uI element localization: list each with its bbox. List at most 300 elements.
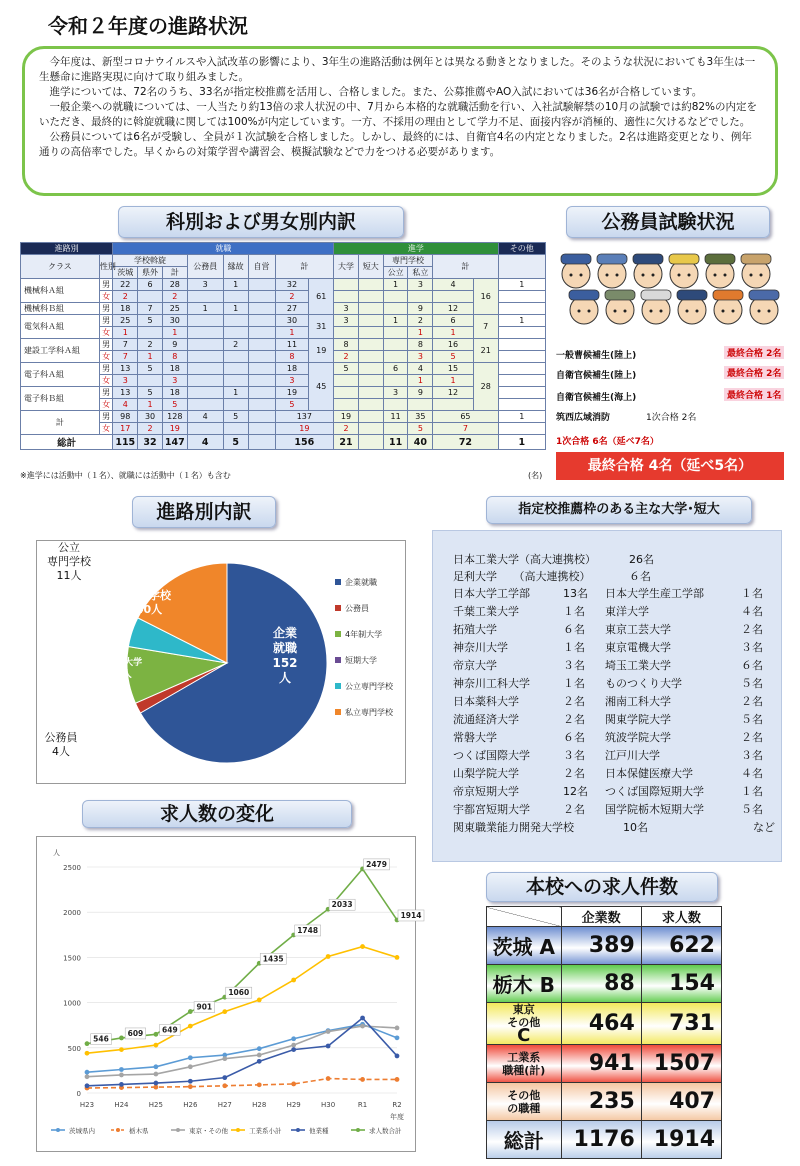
series-point (257, 1053, 262, 1058)
y-tick-label: 0 (76, 1090, 81, 1098)
table-cell (223, 315, 248, 327)
officer-hat (713, 290, 743, 300)
request-row (487, 965, 722, 1003)
request-row (487, 1045, 722, 1083)
header-school-referral: 学校斡旋 (113, 255, 187, 267)
table-cell (138, 375, 163, 387)
series-point (85, 1074, 90, 1079)
series-point (85, 1083, 90, 1088)
table-cell: 30 (275, 315, 309, 327)
y-tick-label: 2500 (63, 864, 81, 872)
table-cell: 男 (99, 339, 113, 351)
data-label: 901 (196, 1002, 213, 1012)
legend-marker (176, 1128, 180, 1132)
page-title: 令和２年度の進路状況 (48, 14, 248, 38)
x-tick-label: H25 (148, 1101, 163, 1109)
university-count: 13名 (563, 587, 588, 600)
table-row (21, 351, 546, 363)
series-point (395, 1054, 400, 1059)
y-tick-label: 2000 (63, 909, 81, 918)
series-point (188, 1009, 193, 1014)
table-cell: 6 (138, 279, 163, 291)
university-count: ２名 (563, 803, 585, 816)
x-tick-label: H28 (252, 1101, 267, 1109)
request-row (487, 1083, 722, 1121)
x-tick-label: H29 (286, 1101, 301, 1109)
table-cell: 8 (334, 339, 359, 351)
header-univ: 大学 (334, 255, 359, 279)
table-cell (358, 387, 383, 399)
table-cell (334, 279, 359, 291)
table-cell: 16 (433, 339, 474, 351)
officer-eye (660, 310, 663, 313)
request-region-label (487, 1003, 562, 1045)
legend-swatch (335, 709, 341, 715)
section-title-class-breakdown: 科別および男女別内訳 (118, 206, 404, 238)
x-tick-label: H23 (79, 1101, 95, 1109)
civil-row-label: 筑西広域消防 (556, 413, 611, 423)
req-header-jobs: 求人数 (641, 907, 721, 927)
series-point (291, 1043, 296, 1048)
series-point (85, 1051, 90, 1056)
sum-label: 計 (21, 411, 100, 435)
table-cell (223, 291, 248, 303)
table-cell: 6 (433, 315, 474, 327)
legend-swatch (335, 605, 341, 611)
section-title-route: 進路別内訳 (132, 496, 276, 528)
series-point (222, 1009, 227, 1014)
university-count: ６名 (741, 659, 763, 672)
header-ibaraki: 茨城 (113, 267, 138, 279)
university-count: １名 (563, 641, 585, 654)
officer-hat (605, 290, 635, 300)
university-name: 埼玉工業大学 (605, 659, 671, 672)
officer-hat (561, 254, 591, 264)
table-cell (187, 387, 223, 399)
series-point (188, 1055, 193, 1060)
table-cell (187, 327, 223, 339)
section-title-school-requests: 本校への求人件数 (486, 872, 718, 902)
header-total: 計 (275, 255, 334, 279)
series-point (395, 1026, 400, 1031)
y-tick-label: 500 (67, 1044, 81, 1053)
series-point (119, 1036, 124, 1041)
table-cell: 22 (113, 279, 138, 291)
table-cell: 28 (473, 363, 498, 411)
table-cell: 27 (275, 303, 309, 315)
university-name: 日本薬科大学 (453, 695, 519, 708)
table-cell (223, 399, 248, 411)
civil-row-label: 自衛官候補生(海上) (556, 393, 637, 403)
table-cell: 25 (113, 315, 138, 327)
request-jobs-value: 154 (641, 965, 721, 1003)
header-private: 私立 (408, 267, 433, 279)
request-region-label: 栃木 B (487, 965, 562, 1003)
header-gender: 性別 (99, 255, 113, 279)
table-cell (187, 315, 223, 327)
table-cell (248, 303, 275, 315)
table-cell: 21 (473, 339, 498, 363)
table-row (21, 399, 546, 411)
table-cell (223, 363, 248, 375)
series-point (153, 1064, 158, 1069)
officer-eye (652, 274, 655, 277)
table-cell: 5 (138, 363, 163, 375)
legend-marker (56, 1128, 60, 1132)
request-label-line: の職種 (507, 1101, 541, 1115)
request-row (487, 1121, 722, 1159)
university-name: 帝京大学 (453, 659, 497, 672)
table-cell: 女 (99, 351, 113, 363)
table-row (21, 327, 546, 339)
series-point (188, 1079, 193, 1084)
legend-label: 求人数合計 (369, 1127, 402, 1135)
officer-eye (732, 310, 735, 313)
pie-label-employ: 企業就職 152 人 (272, 626, 298, 685)
series-point (291, 1036, 296, 1041)
table-cell: 4 (113, 399, 138, 411)
table-cell (358, 327, 383, 339)
class-name-cell: 電子科Ｂ組 (21, 387, 100, 411)
table-cell: 7 (113, 351, 138, 363)
table-cell: 25 (162, 303, 187, 315)
series-point (360, 1024, 365, 1029)
legend-marker (296, 1128, 300, 1132)
req-header-companies: 企業数 (561, 907, 641, 927)
table-cell: 7 (138, 303, 163, 315)
y-axis-label: 人 (53, 849, 60, 857)
legend-marker (236, 1128, 240, 1132)
table-cell (383, 375, 408, 387)
x-tick-label: H27 (217, 1101, 232, 1109)
table-cell (383, 327, 408, 339)
series-point (360, 944, 365, 949)
table-cell (358, 291, 383, 303)
table-cell: 11 (275, 339, 309, 351)
table-unit: (名) (528, 471, 543, 480)
series-point (153, 1072, 158, 1077)
series-point (119, 1082, 124, 1087)
table-cell (187, 351, 223, 363)
officer-eye (570, 274, 573, 277)
table-cell: 1 (223, 303, 248, 315)
legend-label: 4年制大学 (345, 630, 383, 639)
university-name: 日本大学工学部 (453, 587, 530, 600)
legend-label: 公務員 (345, 604, 369, 613)
series-point (257, 1059, 262, 1064)
civil-row-label: 自衛官候補生(陸上) (556, 371, 637, 381)
request-companies-value: 1176 (561, 1121, 641, 1159)
table-cell: 男 (99, 303, 113, 315)
intro-text-box (22, 46, 778, 196)
university-name: 東洋大学 (605, 605, 649, 618)
section-title-job-change: 求人数の変化 (82, 800, 352, 828)
officer-eye (758, 310, 761, 313)
x-tick-label: H24 (114, 1101, 129, 1109)
university-count: ６名 (563, 731, 585, 744)
table-cell: 16 (473, 279, 498, 315)
table-cell (187, 363, 223, 375)
university-count: １名 (741, 785, 763, 798)
university-count: 26名 (629, 553, 654, 566)
table-cell: 13 (113, 363, 138, 375)
pie-label-private_voc: 私立専門学校 40人 (127, 575, 171, 616)
table-cell: 2 (223, 339, 248, 351)
request-label-line: 工業系 (507, 1050, 541, 1064)
series-point (222, 1056, 227, 1061)
legend-label: 工業系小計 (249, 1127, 282, 1135)
officer-eye (760, 274, 763, 277)
table-cell: 18 (113, 303, 138, 315)
university-name: 拓殖大学 (453, 623, 497, 636)
officer-eye (724, 274, 727, 277)
series-point (326, 1029, 331, 1034)
table-cell: 1 (223, 279, 248, 291)
officer-eye (606, 274, 609, 277)
series-point (360, 1016, 365, 1021)
officer-eye (768, 310, 771, 313)
table-cell: 2 (162, 291, 187, 303)
officer-eye (578, 310, 581, 313)
university-name: 東京電機大学 (605, 641, 671, 654)
table-cell (498, 303, 545, 315)
intro-paragraph: 一般企業への就職については、一人当たり約13倍の求人状況の中、7月から本格的な就職活動を行い、入社試験解禁の10月の試験では約82%の内定をいただき、最終的に斡旋就職に関しては100%が内定しています。一方、不採用の理由として学力不足、面接内容が消極的、適性に欠けるなどでした。 (39, 101, 758, 128)
table-cell (498, 375, 545, 387)
table-cell (187, 291, 223, 303)
university-name: 宇都宮短期大学 (453, 803, 530, 816)
table-cell: 9 (408, 303, 433, 315)
table-cell: 1 (383, 279, 408, 291)
officer-eye (650, 310, 653, 313)
request-jobs-value: 1914 (641, 1121, 721, 1159)
table-cell: 12 (433, 387, 474, 399)
officer-hat (749, 290, 779, 300)
data-label: 1748 (297, 925, 319, 935)
table-cell (223, 327, 248, 339)
request-companies-value: 389 (561, 927, 641, 965)
table-cell (334, 375, 359, 387)
officer-hat (669, 254, 699, 264)
officer-eye (714, 274, 717, 277)
table-cell (248, 387, 275, 399)
civil-final-pass: 最終合格 4名（延べ5名） (556, 452, 784, 480)
series-point (153, 1081, 158, 1086)
series-point (291, 1047, 296, 1052)
university-count: ２名 (563, 713, 585, 726)
data-label: 2479 (366, 859, 387, 869)
table-cell: 18 (162, 363, 187, 375)
legend-marker (356, 1128, 360, 1132)
university-count: ２名 (741, 731, 763, 744)
table-cell: 61 (309, 279, 334, 315)
legend-label: 他業種 (309, 1127, 329, 1135)
table-cell (334, 399, 359, 411)
request-companies-value: 88 (561, 965, 641, 1003)
university-name: 常磐大学 (453, 731, 497, 744)
data-label: 609 (127, 1028, 144, 1038)
intro-paragraph: 進学については、72名のうち、33名が指定校推薦を活用し、合格しました。また、公募推薦やAO入試においては36名が合格しています。 (49, 86, 703, 98)
university-name: つくば国際大学 (453, 749, 530, 762)
table-cell: 7 (113, 339, 138, 351)
table-cell (383, 291, 408, 303)
header-course: 進路別 (21, 243, 113, 255)
table-cell: 3 (187, 279, 223, 291)
request-row (487, 927, 722, 965)
series-point (222, 1083, 227, 1088)
table-cell: 3 (408, 279, 433, 291)
table-cell: 15 (433, 363, 474, 375)
series-point (326, 954, 331, 959)
table-cell: 女 (99, 375, 113, 387)
table-cell (358, 303, 383, 315)
university-name: 東京工芸大学 (605, 623, 671, 636)
university-count: ５名 (741, 713, 763, 726)
header-outside: 県外 (138, 267, 163, 279)
legend-swatch (335, 683, 341, 689)
table-cell: 1 (138, 351, 163, 363)
series-point (395, 1077, 400, 1082)
table-cell: 6 (383, 363, 408, 375)
university-name: 日本工業大学（高大連携校） (453, 553, 596, 566)
officer-hat (569, 290, 599, 300)
table-cell (334, 387, 359, 399)
table-cell (383, 399, 408, 411)
y-tick-label: 1500 (63, 954, 81, 963)
series-point (222, 1075, 227, 1080)
x-axis-label: 年度 (390, 1113, 404, 1121)
table-cell (433, 291, 474, 303)
table-cell: 19 (309, 339, 334, 363)
data-label: 1435 (262, 954, 284, 964)
request-region-label: 総計 (487, 1121, 562, 1159)
university-name: つくば国際短期大学 (605, 785, 704, 798)
officer-eye (614, 310, 617, 313)
class-name-cell: 建設工学科Ａ組 (21, 339, 100, 363)
table-cell: 1 (498, 315, 545, 327)
table-cell (334, 291, 359, 303)
table-cell (358, 351, 383, 363)
table-cell: 18 (162, 387, 187, 399)
table-cell (248, 375, 275, 387)
grand-total-label: 総計 (21, 435, 113, 450)
header-own: 自営 (248, 255, 275, 279)
table-cell (187, 399, 223, 411)
table-cell (498, 387, 545, 399)
officer-eye (616, 274, 619, 277)
university-count: ３名 (741, 749, 763, 762)
university-count: １名 (563, 605, 585, 618)
table-cell (187, 339, 223, 351)
table-cell: 1 (408, 375, 433, 387)
table-cell: 4 (433, 279, 474, 291)
request-region-label (487, 1045, 562, 1083)
officer-eye (722, 310, 725, 313)
table-cell (138, 291, 163, 303)
table-row (21, 363, 546, 375)
data-label: 546 (93, 1034, 109, 1044)
header-junior: 短大 (358, 255, 383, 279)
legend-label: 東京・その他 (189, 1127, 228, 1135)
table-cell: 5 (162, 399, 187, 411)
table-cell (498, 351, 545, 363)
university-count: ４名 (741, 605, 763, 618)
table-cell: 1 (433, 375, 474, 387)
class-name-cell: 機械科Ａ組 (21, 279, 100, 303)
table-cell (248, 339, 275, 351)
request-label-line: 東京 (512, 1003, 535, 1016)
legend-swatch (335, 631, 341, 637)
series-point (119, 1067, 124, 1072)
school-requests-table (486, 906, 722, 1159)
university-count: ２名 (563, 767, 585, 780)
table-cell (358, 375, 383, 387)
university-name: 日本保健医療大学 (605, 767, 693, 780)
table-cell: 1 (383, 315, 408, 327)
table-row (21, 279, 546, 291)
legend-label: 短期大学 (345, 656, 377, 665)
officer-eye (580, 274, 583, 277)
table-cell: 3 (275, 375, 309, 387)
table-cell: 5 (334, 363, 359, 375)
header-adv-sum: 計 (433, 255, 498, 279)
series-point (119, 1073, 124, 1078)
table-cell: 13 (113, 387, 138, 399)
request-companies-value: 235 (561, 1083, 641, 1121)
table-cell: 女 (99, 399, 113, 411)
officer-eye (696, 310, 699, 313)
university-name: 江戸川大学 (605, 749, 660, 762)
university-name: 山梨学院大学 (453, 767, 519, 780)
table-cell (358, 363, 383, 375)
series-point (85, 1070, 90, 1075)
table-cell: 1 (408, 327, 433, 339)
table-cell: 28 (162, 279, 187, 291)
series-point (257, 1046, 262, 1051)
series-point (395, 955, 400, 960)
series-point (153, 1043, 158, 1048)
table-cell: 1 (498, 279, 545, 291)
university-count: ２名 (741, 695, 763, 708)
university-etc: など (753, 821, 775, 834)
intro-paragraph: 今年度は、新型コロナウイルスや入試改革の影響により、3年生の進路活動は例年とは異なる動きとなりました。そのような状況においても3年生は一生懸命に進路実現に向けて取り組みました。 (39, 56, 756, 83)
table-cell (248, 291, 275, 303)
section-title-universities: 指定校推薦枠のある主な大学･短大 (486, 496, 752, 524)
table-cell: 1 (138, 399, 163, 411)
university-count: ４名 (741, 767, 763, 780)
request-companies-value: 941 (561, 1045, 641, 1083)
table-cell (383, 351, 408, 363)
table-cell: 3 (334, 315, 359, 327)
table-cell (248, 315, 275, 327)
table-cell: 男 (99, 279, 113, 291)
table-row (21, 387, 546, 399)
civil-row-label: 一般曹候補生(陸上) (556, 351, 637, 361)
x-tick-label: R1 (357, 1101, 368, 1109)
table-cell: 女 (99, 291, 113, 303)
table-cell: 8 (275, 351, 309, 363)
table-note: ※進学には活動中（１名）、就職には活動中（１名）も含む (20, 471, 231, 480)
series-point (153, 1032, 158, 1037)
table-cell: 32 (275, 279, 309, 291)
request-label-line: 職種(計) (502, 1063, 546, 1077)
officer-hat (597, 254, 627, 264)
university-count: ３名 (563, 749, 585, 762)
request-jobs-value: 1507 (641, 1045, 721, 1083)
table-cell (248, 327, 275, 339)
table-cell: 3 (334, 303, 359, 315)
table-cell (383, 303, 408, 315)
header-self: 縁故 (223, 255, 248, 279)
